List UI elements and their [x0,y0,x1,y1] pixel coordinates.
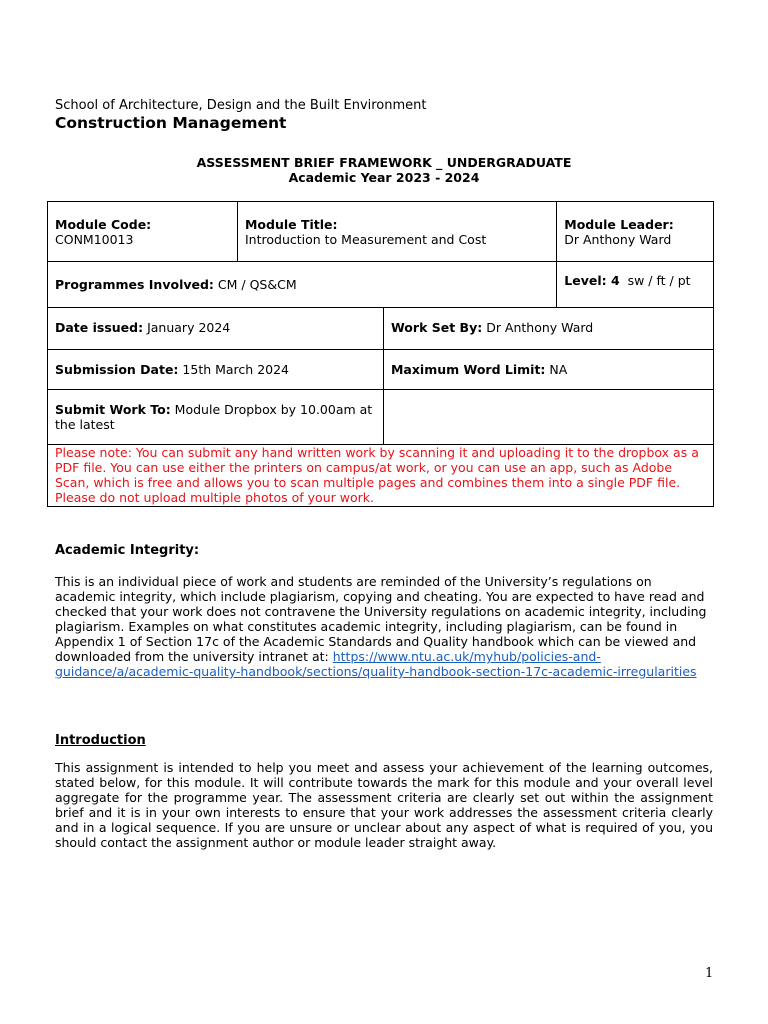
academic-integrity-body: This is an individual piece of work and students are reminded of the University’s regulations on academic integrity, which include plagiarism, copying and cheating. You are expected to have read and checked that your work does not contravene the University regulations on academic integrity, including plagiarism. Examples on what constitutes academic integrity, including plagiarism, can be found in Appendix 1 of Section 17c of the Academic Standards and Quality handbook which can be viewed and downloaded from the university intranet at: [55,574,707,664]
introduction-text: This assignment is intended to help you meet and assess your achievement of the learning outcomes, stated below, for this module. It will contribute towards the mark for this module and your overall level aggregate for the programme year. The assessment criteria are clearly set out within the assignment brief and it is in your own interests to ensure that your work addresses the assessment criteria clearly and in a logical sequence. If you are unsure or unclear about any aspect of what is required of you, you should contact the assignment author or module leader straight away. [55,760,713,850]
school-name: School of Architecture, Design and the Built Environment [55,98,427,113]
submit-to-value: Module Dropbox by 10.00am at the latest [55,402,373,432]
module-leader-value: Dr Anthony Ward [564,232,672,247]
module-title-label: Module Title: [244,217,338,232]
work-set-by-value: Dr Anthony Ward [482,320,594,335]
level-label: Level: 4 [564,273,620,288]
word-limit-label: Maximum Word Limit: [390,362,546,377]
department-title: Construction Management [55,114,287,132]
word-limit-value: NA [545,362,568,377]
date-issued-label: Date issued: [55,320,144,335]
date-issued-cell [48,308,384,350]
handbook-link[interactable]: https://www.ntu.ac.uk/myhub/policies-and-guidance/a/academic-quality-handbook/sections/quality-handbook-section-17c-academic-irregularities [55,649,697,679]
submission-note: Please note: You can submit any hand written work by scanning it and uploading it to the dropbox as a PDF file. You can use either the printers on campus/at work, or you can use an app, such as Adobe Scan, which is free and allows you to scan multiple pages and combines them into a single PDF file. Please do not upload multiple photos of your work. [55,445,699,505]
introduction-heading: Introduction [55,733,146,748]
empty-cell [383,390,713,445]
brief-title: ASSESSMENT BRIEF FRAMEWORK _ UNDERGRADUATE [196,155,572,170]
work-set-by-cell [383,308,713,350]
module-code-cell [48,202,238,262]
date-issued-value: January 2024 [143,320,231,335]
level-value: sw / ft / pt [619,273,691,288]
note-cell [48,445,714,507]
academic-year: Academic Year 2023 - 2024 [288,170,480,185]
programmes-cell [48,262,557,308]
module-leader-cell [557,202,714,262]
submission-date-value: 15th March 2024 [178,362,290,377]
module-code-value: CONM10013 [55,232,134,247]
submit-to-cell [48,390,384,445]
programmes-value: CM / QS&CM [213,277,297,292]
module-title-cell [237,202,556,262]
module-title-value: Introduction to Measurement and Cost [244,232,487,247]
programmes-label: Programmes Involved: [55,277,214,292]
brief-title-block [0,155,768,185]
level-cell [557,262,714,308]
word-limit-cell [383,350,713,390]
module-leader-label: Module Leader: [564,217,674,232]
submission-date-cell [48,350,384,390]
module-info-table [47,201,714,507]
academic-integrity-heading: Academic Integrity: [55,543,200,558]
work-set-by-label: Work Set By: [390,320,483,335]
module-code-label: Module Code: [55,217,152,232]
submit-to-label: Submit Work To: [55,402,171,417]
page-number: 1 [705,966,714,981]
submission-date-label: Submission Date: [55,362,179,377]
academic-integrity-text [55,574,713,679]
